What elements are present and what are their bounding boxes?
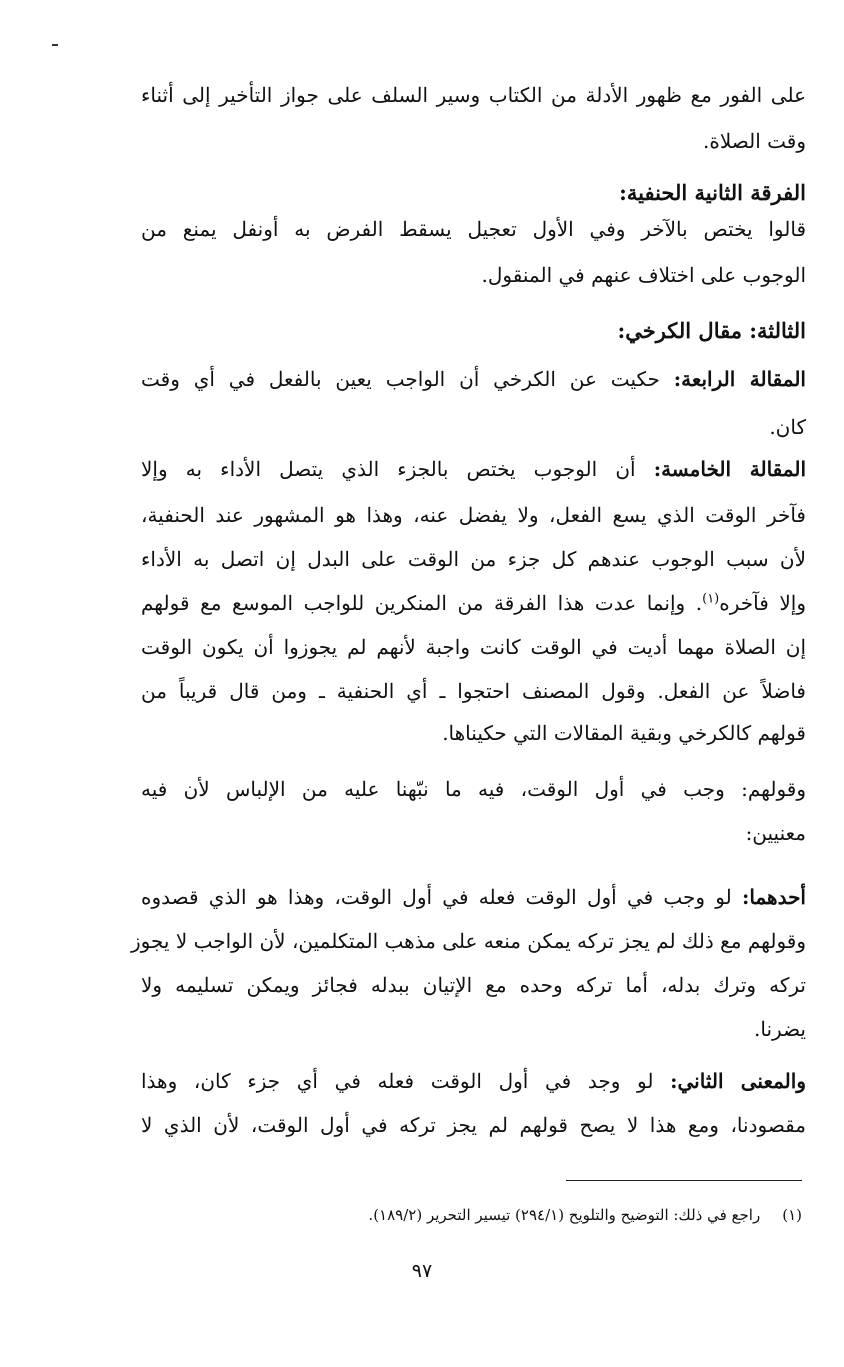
text-line: تركه وترك بدله، أما تركه وحده مع الإتيان ببدله فجائز ويمكن تسليمه ولا: [141, 973, 806, 997]
text-line: يضرنا.: [754, 1017, 806, 1041]
paragraph-lead: والمعنى الثاني:: [670, 1069, 806, 1093]
paragraph-lead: أحدهما:: [741, 885, 806, 909]
text-line: إن الصلاة مهما أديت في الوقت كانت واجبة لأنهم لم يجوزوا أن يكون الوقت: [141, 635, 806, 659]
text-line: مقصودنا، ومع هذا لا يصح قولهم لم يجز تركه في أول الوقت، لأن الذي لا: [141, 1113, 806, 1137]
text-line: معنيين:: [745, 821, 806, 845]
paragraph-lead: المقالة الخامسة:: [653, 457, 806, 481]
text-line: وقت الصلاة.: [703, 129, 806, 153]
footnote-ref: (١): [702, 591, 720, 607]
text-line: المقالة الخامسة: أن الوجوب يختص بالجزء الذي يتصل الأداء به وإلا: [141, 457, 806, 481]
text-line: كان.: [769, 415, 806, 439]
page-number: ٩٧: [411, 1260, 433, 1282]
section-heading: الثالثة: مقال الكرخي:: [617, 318, 806, 343]
text-line: الوجوب على اختلاف عنهم في المنقول.: [481, 263, 806, 287]
scan-mark: [52, 44, 58, 46]
text-line: المقالة الرابعة: حكيت عن الكرخي أن الواجب يعين بالفعل في أي وقت: [141, 367, 806, 391]
section-heading: الفرقة الثانية الحنفية:: [619, 180, 806, 205]
footnote-separator: [566, 1180, 802, 1181]
paragraph-lead: المقالة الرابعة:: [673, 367, 806, 391]
text-line: لأن سبب الوجوب عندهم كل جزء من الوقت على البدل إن اتصل به الأداء: [141, 547, 806, 571]
text-line: قولهم كالكرخي وبقية المقالات التي حكيناها.: [442, 721, 806, 745]
text-line: فآخر الوقت الذي يسع الفعل، ولا يفضل عنه، وهذا هو المشهور عند الحنفية،: [141, 503, 806, 527]
text-line: والمعنى الثاني: لو وجد في أول الوقت فعله في أي جزء كان، وهذا: [141, 1069, 806, 1093]
footnote: [368, 1203, 802, 1227]
footnote-text: راجع في ذلك: التوضيح والتلويح (٢٩٤/١) تيسير التحرير (١٨٩/٢).: [368, 1206, 761, 1224]
text-line: وإلا فآخره$^{(١)}$. وإنما عدت هذا الفرقة من المنكرين للواجب الموسع مع قولهم: [141, 591, 806, 615]
text-line: وقولهم مع ذلك لم يجز تركه يمكن منعه على مذهب المتكلمين، لأن الواجب لا يجوز: [131, 929, 806, 953]
footnote-number: (١): [782, 1206, 802, 1224]
text-line: قالوا يختص بالآخر وفي الأول تعجيل يسقط الفرض به أونفل يمنع من: [141, 217, 806, 241]
text-line: فاضلاً عن الفعل. وقول المصنف احتجوا ـ أي الحنفية ـ ومن قال قريباً من: [141, 679, 806, 703]
text-line: أحدهما: لو وجب في أول الوقت فعله في أول الوقت، وهذا هو الذي قصدوه: [141, 885, 806, 909]
text-line: وقولهم: وجب في أول الوقت، فيه ما نبّهنا عليه من الإلباس لأن فيه: [141, 777, 806, 801]
text-line: على الفور مع ظهور الأدلة من الكتاب وسير السلف على جواز التأخير إلى أثناء: [141, 83, 806, 107]
